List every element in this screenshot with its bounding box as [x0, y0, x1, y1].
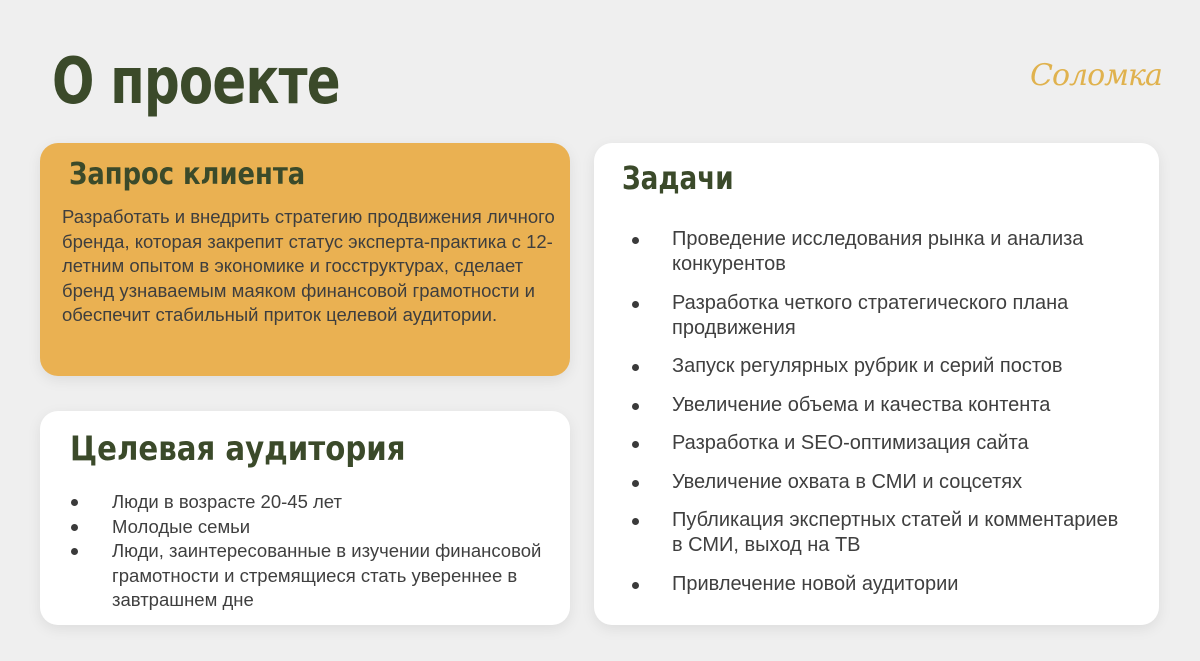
target-audience-list [112, 490, 552, 613]
client-request-text: Разработать и внедрить стратегию продвижения личного бренда, которая закрепит статус эксперта-практика с 12-летним опытом в экономике и госструктурах, сделает бренд узнаваемым маяком финансовой грамотности и обеспечит стабильный приток целевой аудитории. [62, 206, 555, 325]
brand-logo: Соломка [1030, 58, 1162, 93]
target-audience-card [40, 411, 570, 625]
task-item: Разработка и SEO-оптимизация сайта [672, 431, 1132, 456]
task-item: Увеличение объема и качества контента [672, 393, 1132, 418]
task-item: Публикация экспертных статей и комментариев в СМИ, выход на ТВ [672, 508, 1132, 558]
page-title: О проекте [52, 45, 340, 119]
tasks-card [594, 143, 1159, 625]
task-item: Проведение исследования рынка и анализа конкурентов [672, 227, 1132, 277]
task-item: Разработка четкого стратегического плана продвижения [672, 291, 1132, 341]
target-audience-heading: Целевая аудитория [70, 429, 406, 469]
task-item: Привлечение новой аудитории [672, 572, 1132, 597]
audience-item: Люди, заинтересованные в изучении финансовой грамотности и стремящиеся стать увереннее в завтрашнем дне [112, 539, 552, 613]
audience-item: Люди в возрасте 20-45 лет [112, 490, 552, 515]
client-request-heading: Запрос клиента [69, 157, 306, 192]
tasks-heading: Задачи [622, 159, 734, 197]
client-request-card [40, 143, 570, 376]
tasks-list [672, 227, 1132, 610]
audience-item: Молодые семьи [112, 515, 552, 540]
task-item: Увеличение охвата в СМИ и соцсетях [672, 470, 1132, 495]
task-item: Запуск регулярных рубрик и серий постов [672, 354, 1132, 379]
